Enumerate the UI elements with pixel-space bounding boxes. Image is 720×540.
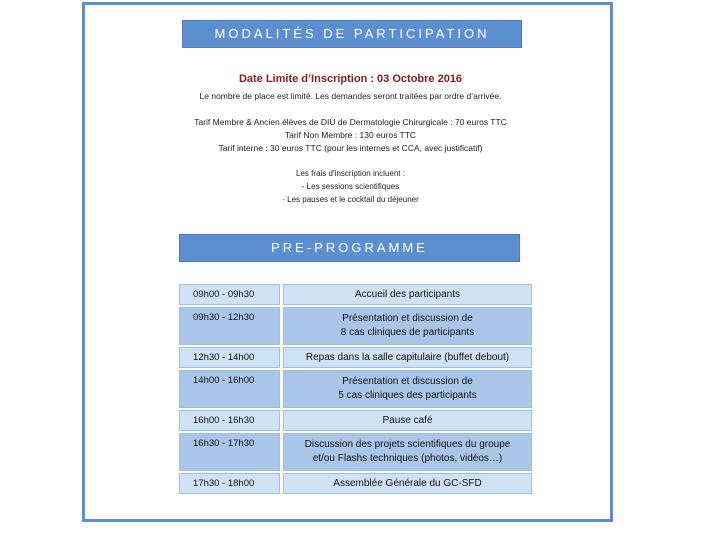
time-cell: 12h30 - 14h00 xyxy=(179,347,280,368)
fees-block xyxy=(82,167,619,206)
table-row xyxy=(179,410,532,431)
time-cell: 16h30 - 17h30 xyxy=(179,433,280,471)
tarif-intern: Tarif interne : 30 euros TTC (pour les internes et CCA, avec justificatif) xyxy=(218,143,483,153)
registration-deadline: Date Limite d’Inscription : 03 Octobre 2016 xyxy=(238,73,463,85)
activity-cell: Présentation et discussion de 8 cas cliniques de participants xyxy=(283,307,532,345)
table-row xyxy=(179,473,532,494)
table-row xyxy=(179,370,532,408)
activity-cell: Présentation et discussion de 5 cas cliniques des participants xyxy=(283,370,532,408)
time-cell: 09h30 - 12h30 xyxy=(179,307,280,345)
tarif-non-member: Tarif Non Membre : 130 euros TTC xyxy=(284,130,417,140)
program-banner xyxy=(179,234,520,262)
pricing-block xyxy=(82,116,619,155)
fees-intro: Les frais d’inscription incluent : xyxy=(296,169,405,178)
table-row xyxy=(179,347,532,368)
time-cell: 17h30 - 18h00 xyxy=(179,473,280,494)
activity-cell: Discussion des projets scientifiques du groupe et/ou Flashs techniques (photos, vidéos…) xyxy=(283,433,532,471)
limited-places-note: Le nombre de place est limité. Les demandes seront traitées par ordre d’arrivée. xyxy=(199,91,502,101)
table-row xyxy=(179,284,532,305)
fees-item-breaks: - Les pauses et le cocktail du déjeuner xyxy=(282,195,419,204)
fees-item-sessions: - Les sessions scientifiques xyxy=(301,182,400,191)
program-title: PRE-PROGRAMME xyxy=(271,240,428,255)
time-cell: 16h00 - 16h30 xyxy=(179,410,280,431)
participation-title: MODALITÉS DE PARTICIPATION xyxy=(214,26,490,41)
program-table xyxy=(179,284,532,496)
activity-cell: Accueil des participants xyxy=(283,284,532,305)
table-row xyxy=(179,307,532,345)
participation-banner xyxy=(182,20,522,48)
tarif-member: Tarif Membre & Ancien élèves de DIU de Dermatologie Chirurgicale : 70 euros TTC xyxy=(194,117,507,127)
activity-cell: Repas dans la salle capitulaire (buffet debout) xyxy=(283,347,532,368)
activity-cell: Assemblée Générale du GC-SFD xyxy=(283,473,532,494)
activity-cell: Pause café xyxy=(283,410,532,431)
table-row xyxy=(179,433,532,471)
time-cell: 14h00 - 16h00 xyxy=(179,370,280,408)
time-cell: 09h00 - 09h30 xyxy=(179,284,280,305)
